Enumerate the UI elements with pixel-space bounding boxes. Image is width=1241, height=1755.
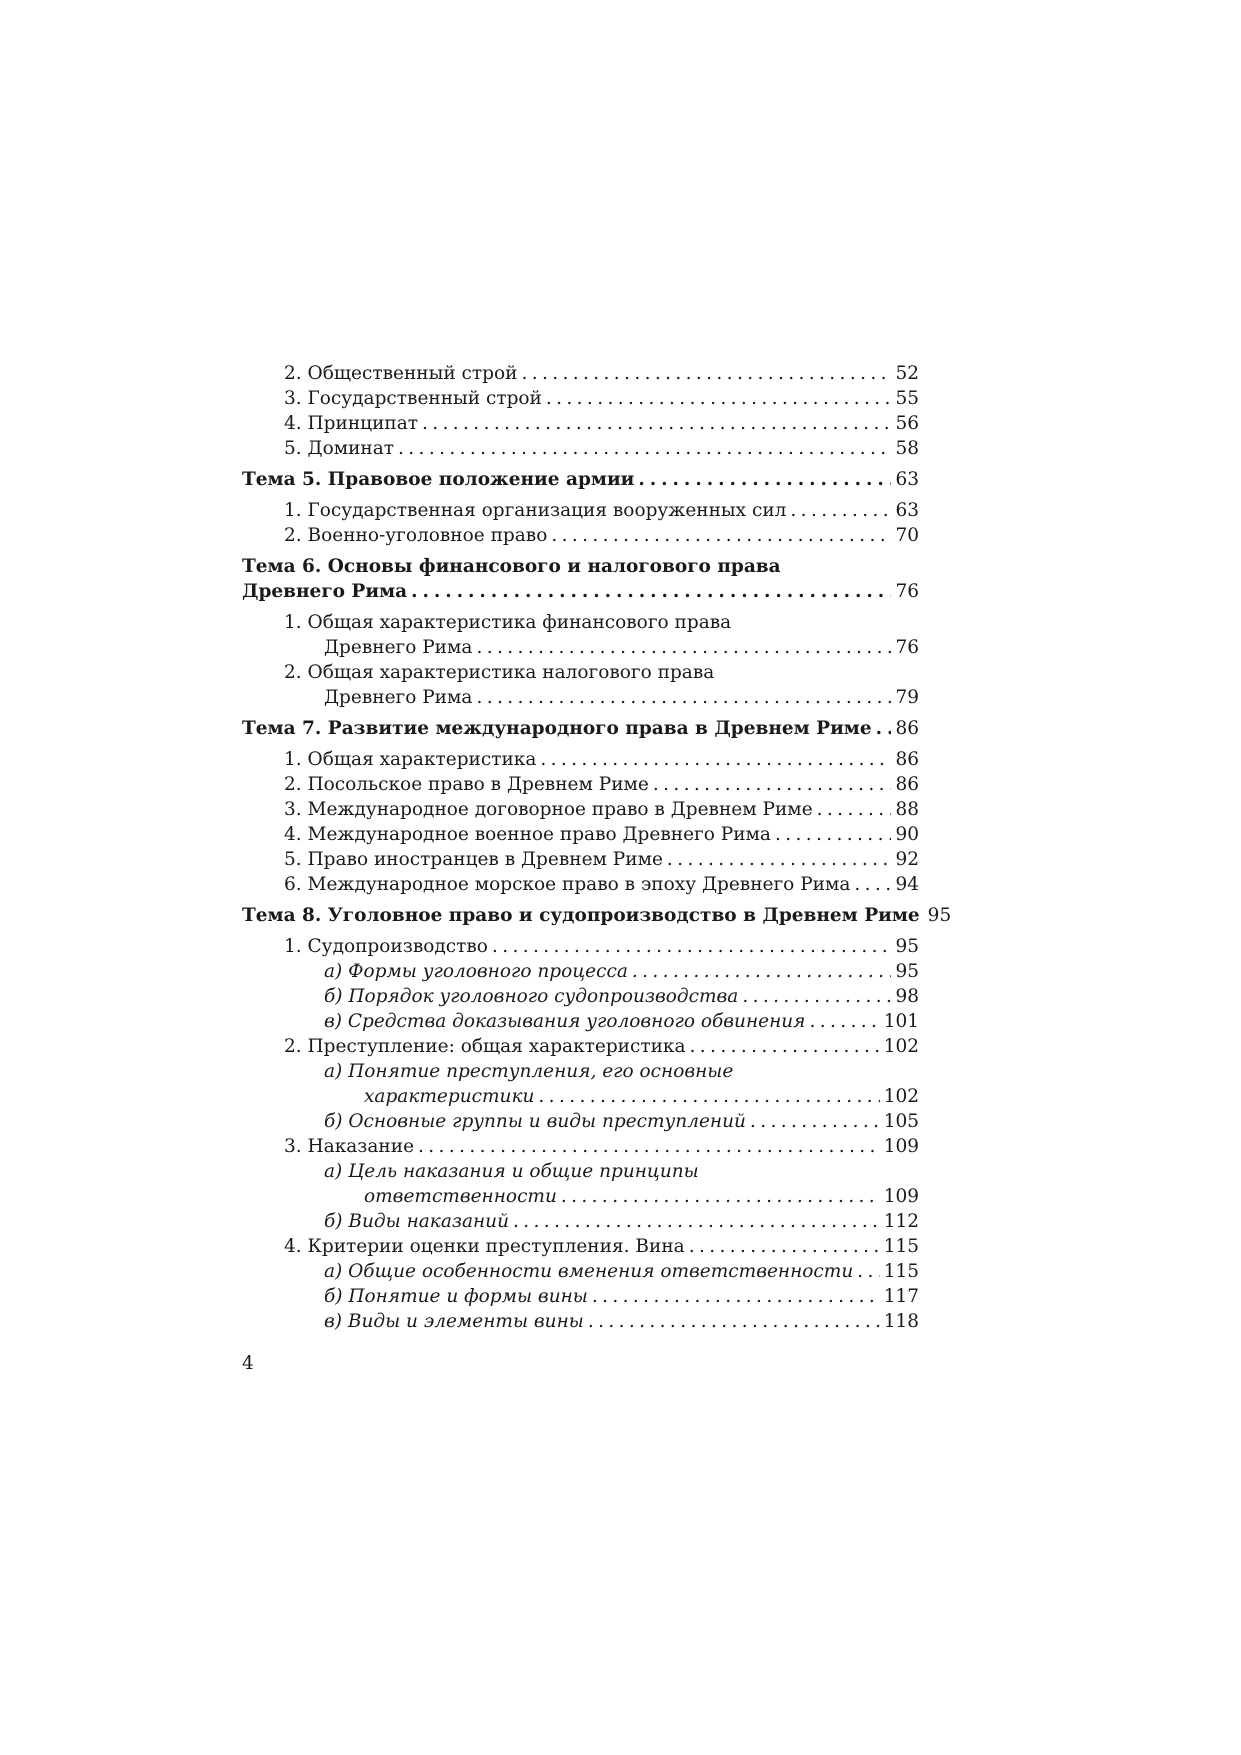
toc-page-number: 95 (927, 905, 952, 926)
dot-leader (689, 1234, 880, 1259)
toc-page-number: 115 (883, 1261, 919, 1282)
page-number: 4 (242, 1353, 254, 1374)
toc-section-heading (242, 903, 952, 928)
toc-entry-title: 1. Судопроизводство (284, 936, 488, 957)
toc-page-number: 102 (883, 1036, 919, 1057)
toc-page-number: 70 (895, 525, 919, 546)
dot-leader (546, 386, 892, 411)
toc-entry (242, 934, 919, 959)
toc-entry (242, 984, 919, 1009)
toc-entry (242, 1259, 919, 1284)
toc-entry (242, 1034, 919, 1059)
toc-entry-title: Тема 8. Уголовное право и судопроизводство в Древнем Риме (242, 905, 920, 926)
toc-entry-title: а) Цель наказания и общие принципы (324, 1161, 699, 1182)
toc-entry (242, 1059, 919, 1109)
dot-leader (632, 959, 892, 984)
dot-leader (790, 498, 891, 523)
toc-entry (242, 498, 919, 523)
toc-page-number: 112 (883, 1211, 919, 1232)
toc-entry (242, 1284, 919, 1309)
toc-page-number: 86 (895, 749, 919, 770)
toc-entry-title: в) Средства доказывания уголовного обвинения (324, 1011, 806, 1032)
toc-entry (242, 386, 919, 411)
toc-page-number: 101 (883, 1011, 919, 1032)
dot-leader (775, 822, 892, 847)
toc-entry-title: Тема 7. Развитие международного права в Древнем Риме (242, 718, 872, 739)
dot-leader (551, 523, 891, 548)
toc-page-number: 90 (895, 824, 919, 845)
toc-page-number: 55 (895, 388, 919, 409)
dot-leader (817, 797, 892, 822)
dot-leader (750, 1109, 880, 1134)
toc-entry (242, 523, 919, 548)
dot-leader (592, 1284, 880, 1309)
toc-entry (242, 847, 919, 872)
toc-entry-title: 3. Международное договорное право в Древнем Риме (284, 799, 813, 820)
toc-page-number: 98 (895, 986, 919, 1007)
toc-entry (242, 361, 919, 386)
toc-page-number: 117 (883, 1286, 919, 1307)
dot-leader (476, 635, 891, 660)
toc-entry (242, 1209, 919, 1234)
toc-entry-title: Древнего Рима (242, 581, 408, 602)
toc-page-number: 56 (895, 413, 919, 434)
toc-page-number: 76 (895, 581, 919, 602)
toc-entry-title: б) Понятие и формы вины (324, 1286, 588, 1307)
toc-entry-title: 2. Посольское право в Древнем Риме (284, 774, 649, 795)
toc-page-number: 52 (895, 363, 919, 384)
toc-entry-title: а) Понятие преступления, его основные (324, 1061, 734, 1082)
toc-entry (242, 1109, 919, 1134)
toc-entry (242, 772, 919, 797)
toc-entry-title: характеристики (364, 1086, 535, 1107)
toc-entry-title: 3. Наказание (284, 1136, 415, 1157)
toc-entry-title: 1. Государственная организация вооруженных сил (284, 500, 787, 521)
toc-page-number: 63 (895, 469, 919, 490)
toc-entry (242, 660, 919, 710)
toc-page-number: 76 (895, 637, 919, 658)
toc-page-number: 115 (883, 1236, 919, 1257)
toc-entry-title: 5. Доминат (284, 438, 395, 459)
toc-entry-title: 4. Принципат (284, 413, 418, 434)
toc-entry-title: 5. Право иностранцев в Древнем Риме (284, 849, 663, 870)
toc-entry-title: 4. Международное военное право Древнего Рима (284, 824, 771, 845)
toc-entry-title: 2. Военно-уголовное право (284, 525, 548, 546)
toc-entry-title: Тема 6. Основы финансового и налогового права (242, 556, 781, 577)
toc-page-number: 118 (883, 1311, 919, 1332)
toc-page-number: 102 (883, 1086, 919, 1107)
toc-entry-title: 3. Государственный строй (284, 388, 542, 409)
dot-leader (857, 1259, 879, 1284)
toc-page-number: 79 (895, 687, 919, 708)
toc-page-number: 86 (895, 718, 919, 739)
toc-entry (242, 1009, 919, 1034)
toc-section-heading (242, 716, 919, 741)
toc-entry (242, 822, 919, 847)
toc-page-number: 63 (895, 500, 919, 521)
toc-entry-title: 4. Критерии оценки преступления. Вина (284, 1236, 685, 1257)
dot-leader (492, 934, 892, 959)
toc-page-number: 94 (895, 874, 919, 895)
dot-leader (876, 716, 892, 741)
toc-entry-title: в) Виды и элементы вины (324, 1311, 584, 1332)
toc-section-heading (242, 554, 919, 604)
toc-entry (242, 872, 919, 897)
dot-leader (690, 1034, 880, 1059)
toc-entry-title: 1. Общая характеристика финансового права (284, 612, 732, 633)
toc-entry (242, 797, 919, 822)
toc-entry (242, 959, 919, 984)
dot-leader (418, 1134, 880, 1159)
table-of-contents (242, 361, 952, 1334)
dot-leader (561, 1184, 880, 1209)
dot-leader (638, 467, 891, 492)
toc-page-number: 105 (883, 1111, 919, 1132)
toc-entry-title: б) Основные группы и виды преступлений (324, 1111, 746, 1132)
toc-page-number: 88 (895, 799, 919, 820)
toc-entry-title: б) Порядок уголовного судопроизводства (324, 986, 739, 1007)
toc-entry (242, 436, 919, 461)
dot-leader (422, 411, 891, 436)
toc-entry-title: ответственности (364, 1186, 557, 1207)
toc-entry (242, 610, 919, 660)
toc-entry (242, 411, 919, 436)
toc-page-number: 109 (883, 1136, 919, 1157)
toc-page-number: 95 (895, 936, 919, 957)
toc-entry-title: 2. Общая характеристика налогового права (284, 662, 715, 683)
toc-page-number: 86 (895, 774, 919, 795)
toc-entry-title: а) Формы уголовного процесса (324, 961, 628, 982)
toc-entry (242, 1159, 919, 1209)
dot-leader (653, 772, 892, 797)
toc-entry-title: б) Виды наказаний (324, 1211, 509, 1232)
toc-entry (242, 1134, 919, 1159)
toc-page-number: 95 (895, 961, 919, 982)
dot-leader (521, 361, 891, 386)
dot-leader (854, 872, 891, 897)
dot-leader (809, 1009, 879, 1034)
dot-leader (540, 747, 891, 772)
dot-leader (513, 1209, 880, 1234)
dot-leader (667, 847, 892, 872)
toc-entry-title: Тема 5. Правовое положение армии (242, 469, 635, 490)
toc-entry (242, 747, 919, 772)
dot-leader (588, 1309, 880, 1334)
toc-entry-title: 6. Международное морское право в эпоху Древнего Рима (284, 874, 851, 895)
toc-entry-title: 1. Общая характеристика (284, 749, 537, 770)
toc-page-number: 58 (895, 438, 919, 459)
dot-leader (538, 1084, 879, 1109)
toc-entry-title: Древнего Рима (324, 687, 473, 708)
toc-section-heading (242, 467, 919, 492)
dot-leader (398, 436, 891, 461)
dot-leader (476, 685, 891, 710)
toc-entry-title: а) Общие особенности вменения ответственности (324, 1261, 854, 1282)
toc-page-number: 109 (883, 1186, 919, 1207)
toc-entry-title: Древнего Рима (324, 637, 473, 658)
toc-entry-title: 2. Общественный строй (284, 363, 518, 384)
toc-entry-title: 2. Преступление: общая характеристика (284, 1036, 686, 1057)
toc-entry (242, 1309, 919, 1334)
dot-leader (742, 984, 891, 1009)
toc-page-number: 92 (895, 849, 919, 870)
dot-leader (411, 579, 891, 604)
toc-entry (242, 1234, 919, 1259)
